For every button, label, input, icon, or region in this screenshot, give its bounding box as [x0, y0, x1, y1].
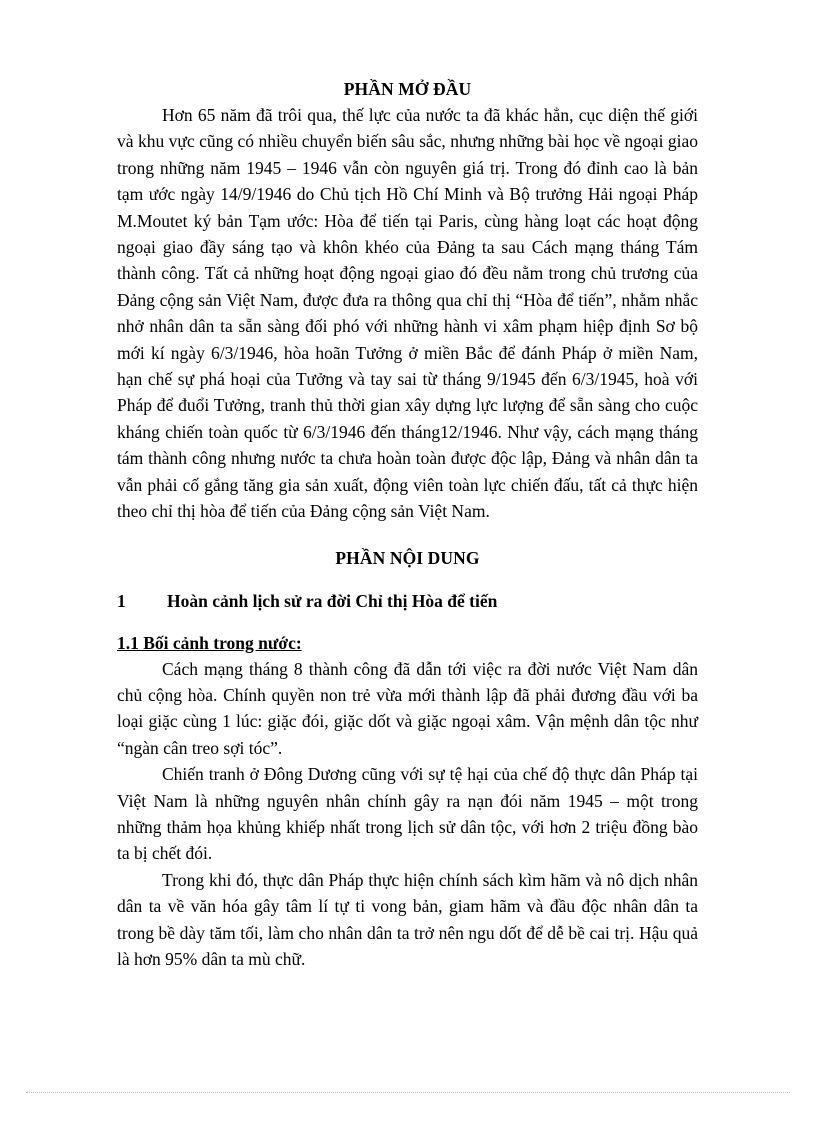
body-paragraph-2: Chiến tranh ở Đông Dương cũng với sự tệ hại của chế độ thực dân Pháp tại Việt Nam là những nguyên nhân chính gây ra nạn đói năm 1945 – một trong những thảm họa khủng khiếp nhất trong lịch sử dân tộc, với hơn 2 triệu đồng bào ta bị chết đói.: [117, 764, 698, 864]
intro-paragraph: Hơn 65 năm đã trôi qua, thế lực của nước ta đã khác hẳn, cục diện thế giới và khu vực cũng có nhiều chuyển biến sâu sắc, nhưng những bài học về ngoại giao trong những năm 1945 – 1946 vẫn còn nguyên giá trị. Trong đó đỉnh cao là bản tạm ước ngày 14/9/1946 do Chủ tịch Hồ Chí Minh và Bộ trưởng Hải ngoại Pháp M.Moutet ký bản Tạm ước: Hòa để tiến tại Paris, cùng hàng loạt các hoạt động ngoại giao đầy sáng tạo và khôn khéo của Đảng ta sau Cách mạng tháng Tám thành công. Tất cả những hoạt động ngoại giao đó đều nằm trong chủ trương của Đảng cộng sản Việt Nam, được đưa ra thông qua chỉ thị “Hòa để tiến”, nhằm nhắc nhở nhân dân ta sẵn sàng đối phó với những hành vi xâm phạm hiệp định Sơ bộ mới kí ngày 6/3/1946, hòa hoãn Tưởng ở miền Bắc để đánh Pháp ở miền Nam, hạn chế sự phá hoại của Tưởng và tay sai từ tháng 9/1945 đến 6/3/1945, hoà với Pháp để đuổi Tưởng, tranh thủ thời gian xây dựng lực lượng để sẵn sàng cho cuộc kháng chiến toàn quốc từ 6/3/1946 đến tháng12/1946. Như vậy, cách mạng tháng tám thành công nhưng nước ta chưa hoàn toàn được độc lập, Đảng và nhân dân ta vẫn phải cố gắng tăng gia sản xuất, động viên toàn lực chiến đấu, tất cả thực hiện theo chỉ thị hòa để tiến của Đảng cộng sản Việt Nam.: [117, 105, 698, 522]
body-heading: PHẦN NỘI DUNG: [335, 547, 480, 568]
subsection-title: 1.1 Bối cảnh trong nước:: [117, 632, 302, 653]
page-bottom-divider: [26, 1092, 790, 1093]
section-heading: [117, 588, 698, 614]
document-content: [117, 76, 698, 972]
section-number: 1: [117, 590, 126, 611]
intro-heading: PHẦN MỞ ĐẦU: [343, 79, 472, 99]
body-paragraph-3: Trong khi đó, thực dân Pháp thực hiện chính sách kìm hãm và nô dịch nhân dân ta về văn hóa gây tâm lí tự ti vong bản, giam hãm và đầu độc nhân dân ta trong bề dày tăm tối, làm cho nhân dân ta trở nên ngu dốt để dễ bề cai trị. Hậu quả là hơn 95% dân ta mù chữ.: [117, 869, 698, 969]
body-paragraph-1: Cách mạng tháng 8 thành công đã dẫn tới việc ra đời nước Việt Nam dân chủ cộng hòa. Chính quyền non trẻ vừa mới thành lập đã phải đương đầu với ba loại giặc cùng 1 lúc: giặc đói, giặc dốt và giặc ngoại xâm. Vận mệnh dân tộc như “ngàn cân treo sợi tóc”.: [117, 658, 698, 758]
section-title: Hoàn cảnh lịch sử ra đời Chỉ thị Hòa để tiến: [167, 590, 498, 611]
